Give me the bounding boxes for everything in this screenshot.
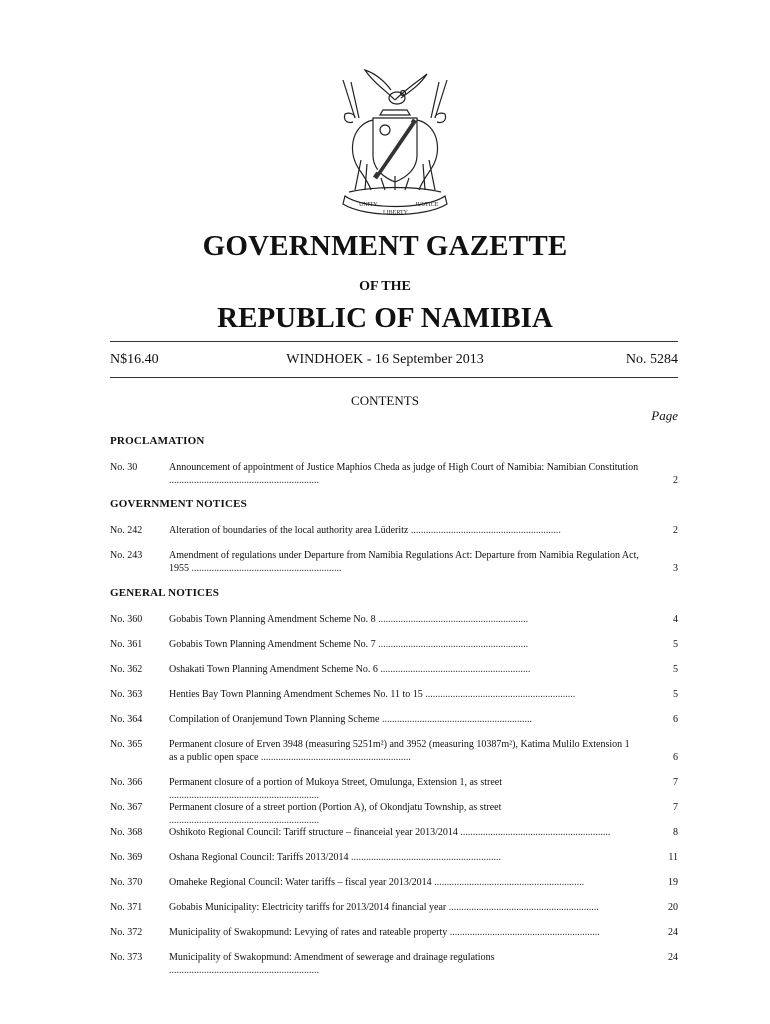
section-government-notices: GOVERNMENT NOTICES: [110, 498, 247, 510]
entry-number: No. 367: [110, 802, 143, 813]
entry-number: No. 368: [110, 827, 143, 838]
entry-title: Omaheke Regional Council: Water tariffs – fiscal year 2013/2014 ............................................................: [169, 877, 585, 888]
entry-number: No. 369: [110, 852, 143, 863]
entry-page: 11: [668, 852, 678, 863]
entry-title: Oshana Regional Council: Tariffs 2013/2014 ............................................................: [169, 852, 501, 863]
section-general-notices: GENERAL NOTICES: [110, 587, 220, 599]
entry-number: No. 370: [110, 877, 143, 888]
entry-number: No. 373: [110, 952, 143, 963]
entry-page: 24: [668, 952, 678, 963]
entry-page: 5: [673, 639, 678, 650]
entry-number: No. 366: [110, 777, 143, 788]
dot-leader: ............................................................: [348, 852, 501, 863]
dot-leader: ............................................................: [169, 475, 319, 486]
dot-leader: ............................................................: [258, 752, 411, 763]
entry-number: No. 360: [110, 614, 143, 625]
price: N$16.40: [110, 352, 159, 367]
dot-leader: ............................................................: [189, 563, 342, 574]
entry-page: 3: [673, 563, 678, 574]
place-date: WINDHOEK - 16 September 2013: [286, 352, 484, 367]
dot-leader: ............................................................: [169, 790, 319, 801]
dot-leader: ............................................................: [377, 664, 531, 675]
entry-page: 19: [668, 877, 678, 888]
entry-title: Permanent closure of a street portion (Portion A), of Okondjatu Township, as street ............................................................: [169, 802, 502, 826]
dot-leader: ............................................................: [379, 714, 532, 725]
entry-number: No. 242: [110, 525, 143, 536]
entry-title: Municipality of Swakopmund: Amendment of sewerage and drainage regulations ............................................................: [169, 952, 495, 976]
dot-leader: ............................................................: [375, 614, 529, 625]
dot-leader: ............................................................: [375, 639, 529, 650]
svg-text:LIBERTY: LIBERTY: [383, 210, 408, 216]
section-proclamation: PROCLAMATION: [110, 435, 205, 447]
dot-leader: ............................................................: [169, 815, 319, 826]
entry-number: No. 361: [110, 639, 143, 650]
entry-page: 7: [673, 777, 678, 788]
entry-title: Compilation of Oranjemund Town Planning Scheme ............................................................: [169, 714, 532, 725]
svg-text:UNITY: UNITY: [359, 202, 378, 208]
entry-number: No. 372: [110, 927, 143, 938]
coat-of-arms-icon: [325, 60, 465, 220]
entry-title: Oshikoto Regional Council: Tariff structure – financeial year 2013/2014 ............................................................: [169, 827, 611, 838]
header-rule-top: [110, 341, 678, 342]
gazette-subtitle: OF THE: [359, 279, 411, 294]
issue-number: No. 5284: [625, 352, 678, 367]
page-column-label: Page: [651, 408, 678, 423]
dot-leader: ............................................................: [457, 827, 611, 838]
dot-leader: ............................................................: [169, 965, 319, 976]
entry-page: 7: [673, 802, 678, 813]
dot-leader: ............................................................: [447, 927, 600, 938]
entry-title: Permanent closure of a portion of Mukoya Street, Omulunga, Extension 1, as street ............................................................: [169, 777, 502, 801]
entry-title: Gobabis Town Planning Amendment Scheme No. 8 ............................................................: [169, 614, 529, 625]
entry-number: No. 243: [110, 550, 143, 561]
dot-leader: ............................................................: [446, 902, 599, 913]
header-rule-bottom: [110, 377, 678, 378]
entry-number: No. 363: [110, 689, 143, 700]
entry-title: Oshakati Town Planning Amendment Scheme No. 6 ............................................................: [169, 664, 531, 675]
entry-page: 6: [673, 752, 678, 763]
entry-page: 5: [673, 664, 678, 675]
entry-title: Alteration of boundaries of the local authority area Lüderitz ............................................................: [169, 525, 561, 536]
svg-text:JUSTICE: JUSTICE: [415, 202, 439, 208]
entry-page: 4: [673, 614, 678, 625]
dot-leader: ............................................................: [422, 689, 576, 700]
entry-page: 24: [668, 927, 678, 938]
entry-page: 5: [673, 689, 678, 700]
entry-page: 6: [673, 714, 678, 725]
entry-number: No. 371: [110, 902, 143, 913]
entry-title: Henties Bay Town Planning Amendment Schemes No. 11 to 15 ............................................................: [169, 689, 576, 700]
entry-number: No. 364: [110, 714, 143, 725]
entry-number: No. 362: [110, 664, 143, 675]
contents-heading: CONTENTS: [351, 393, 419, 408]
gazette-title: GOVERNMENT GAZETTE: [202, 230, 568, 262]
entry-title: Gobabis Municipality: Electricity tariffs for 2013/2014 financial year ............................................................: [169, 902, 599, 913]
dot-leader: ............................................................: [408, 525, 561, 536]
entry-number: No. 365: [110, 739, 143, 750]
entry-number: No. 30: [110, 462, 138, 473]
entry-title: Amendment of regulations under Departure from Namibia Regulations Act: Departure from Namibia Regulation Act, 1955 ............................................................: [169, 550, 639, 574]
entry-page: 2: [673, 525, 678, 536]
entry-page: 8: [673, 827, 678, 838]
entry-title: Announcement of appointment of Justice Maphios Cheda as judge of High Court of Namibia: Namibian Constitution ............................................................: [169, 462, 639, 486]
dot-leader: ............................................................: [431, 877, 585, 888]
entry-title: Municipality of Swakopmund: Levying of rates and rateable property ............................................................: [169, 927, 600, 938]
entry-page: 2: [673, 475, 678, 486]
entry-page: 20: [668, 902, 678, 913]
republic-title: REPUBLIC OF NAMIBIA: [217, 302, 553, 334]
entry-title: Permanent closure of Erven 3948 (measuring 5251m²) and 3952 (measuring 10387m²), Katima Mulilo Extension 1 as a public open space ............................................................: [169, 739, 630, 763]
entry-title: Gobabis Town Planning Amendment Scheme No. 7 ............................................................: [169, 639, 529, 650]
